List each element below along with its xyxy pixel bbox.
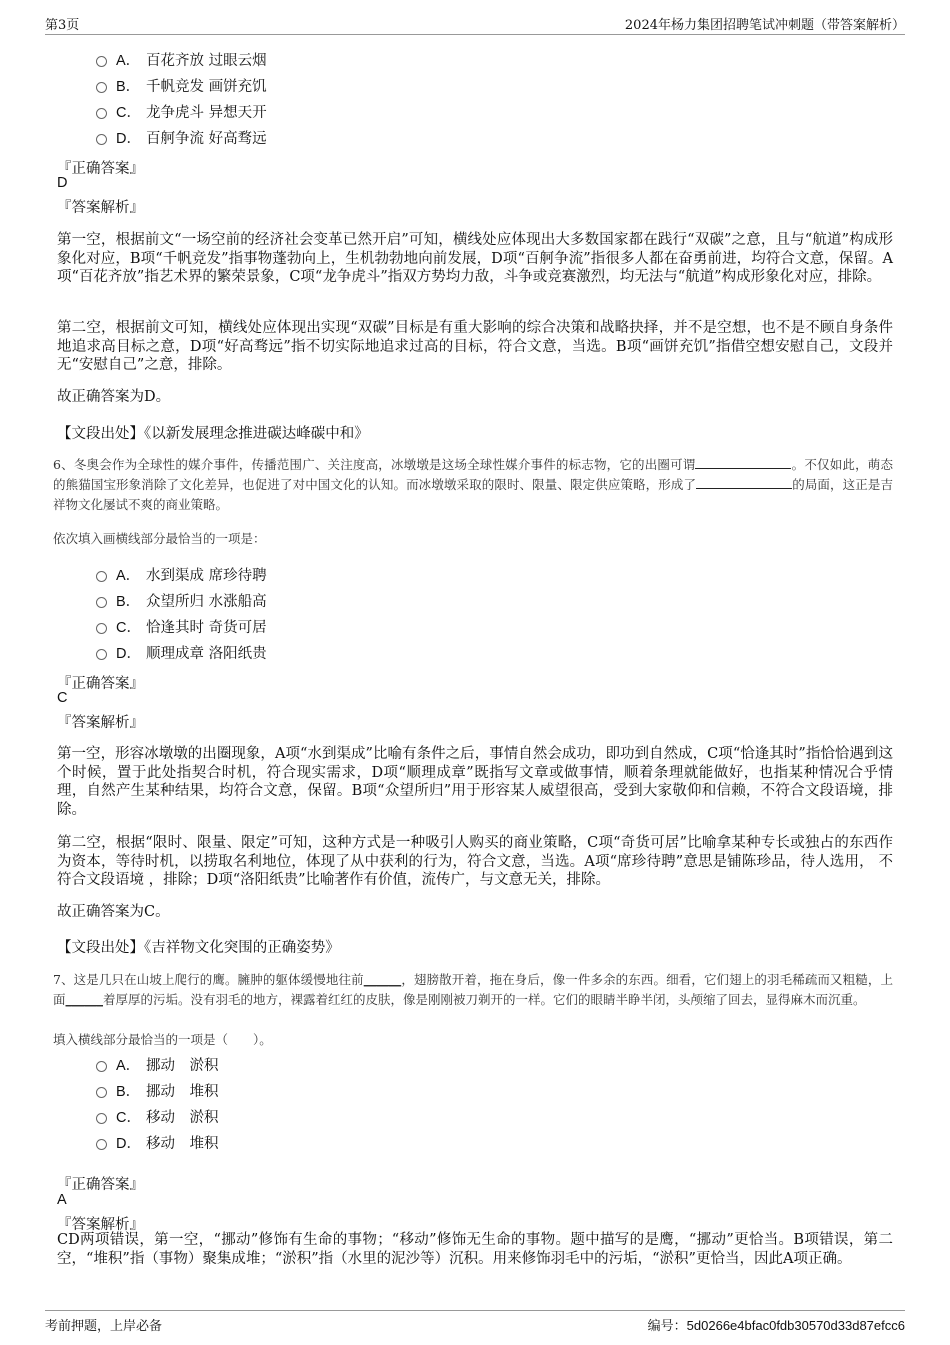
radio-icon[interactable] [96,597,107,608]
answer-value: D [57,175,68,191]
footer-slogan: 考前押题，上岸必备 [45,1319,163,1334]
source-citation: 【文段出处】《吉祥物文化突围的正确姿势》 [57,940,340,956]
fill-blank [695,456,791,469]
analysis-paragraph: 第一空，根据前文“一场空前的经济社会变革已然开启”可知，横线处应体现出大多数国家都在践行“双碳”之意，且与“航道”构成形象化对应，B项“千帆竞发”指事物蓬勃向上，生机勃勃地向前发展，D项“百舸争流”指很多人都在奋勇前进，均符合文意，保留。A项“百花齐放”指艺术界的繁荣景象，C项“龙争虎斗”指双方势均力敌，斗争或竞赛激烈，均无法与“航道”构成形象化对应，排除。 [57,232,893,285]
analysis-label: 『答案解析』 [57,200,144,216]
analysis-paragraph: 第二空，根据“限时、限量、限定”可知，这种方式是一种吸引人购买的商业策略，C项“奇货可居”比喻拿某种专长或独占的东西作为资本，等待时机，以捞取名利地位，体现了从中获利的行为，符合文意，当选。A项“席珍待聘”意思是铺陈珍品，待人选用， 不符合文段语境 ，排除；D项“洛阳纸贵”比喻著作有价值，流传广，与文意无关，排除。 [57,835,893,888]
analysis-conclusion: 故正确答案为D。 [57,389,171,405]
q6-option-a[interactable]: A． 水到渠成 席珍待聘 [96,563,267,585]
q7-option-a[interactable]: A． 挪动 淤积 [96,1053,219,1075]
document-code: 编号：5d0266e4bfac0fdb30570d33d87efcc6 [647,1318,905,1334]
source-citation: 【文段出处】《以新发展理念推进碳达峰碳中和》 [57,426,369,442]
answer-label: 『正确答案』 [57,161,144,177]
answer-value: A [57,1192,67,1208]
radio-icon[interactable] [96,623,107,634]
answer-value: C [57,690,68,706]
analysis-conclusion: 故正确答案为C。 [57,904,170,920]
radio-icon[interactable] [96,1087,107,1098]
question-stem: 7、这是几只在山坡上爬行的鹰。臃肿的躯体缓慢地往前______，翅膀散开着，拖在身后，像一件多余的东西。细看，它们翅上的羽毛稀疏而又粗糙，上面______着厚厚的污垢。没有羽毛的地方，裸露着红红的皮肤，像是刚刚被刀剃开的一样。它们的眼睛半睁半闭，头颅缩了回去，显得麻木而沉重。 [53,972,893,1007]
q5-option-d[interactable]: D． 百舸争流 好高骛远 [96,126,267,148]
fill-blank: ______ [65,992,104,1007]
question-stem: 6、冬奥会作为全球性的媒介事件，传播范围广、关注度高，冰墩墩是这场全球性媒介事件的标志物，它的出圈可谓 。不仅如此，萌态的熊猫国宝形象消除了文化差异，也促进了对中国文化的认知。而冰墩墩采取的限时、限量、限定供应策略，形成了 的局面，这正是吉祥物文化屡试不爽的商业策略。 [53,457,893,512]
radio-icon[interactable] [96,82,107,93]
radio-icon[interactable] [96,56,107,67]
q7-option-d[interactable]: D． 移动 堆积 [96,1131,219,1153]
analysis-paragraph: 第二空，根据前文可知，横线处应体现出实现“双碳”目标是有重大影响的综合决策和战略抉择，并不是空想，也不是不顾自身条件地追求高目标之意，D项“好高骛远”指不切实际地追求过高的目标，符合文意，当选。B项“画饼充饥”指借空想安慰自己，文段并无“安慰自己”之意，排除。 [57,320,893,373]
page-number: 第3页 [45,18,80,33]
document-title: 2024年杨力集团招聘笔试冲刺题（带答案解析） [624,18,905,33]
q6-option-b[interactable]: B． 众望所归 水涨船高 [96,589,267,611]
analysis-paragraph: 第一空，形容冰墩墩的出圈现象，A项“水到渠成”比喻有条件之后，事情自然会成功，即功到自然成，C项“恰逢其时”指恰恰遇到这个时候，置于此处指契合时机，符合现实需求，D项“顺理成章”既指写文章或做事情，顺着条理就能做好，也指某种情况合乎情理，自然产生某种结果，均符合文意，保留。B项“众望所归”用于形容某人威望很高，受到大家敬仰和信赖，不符合文段语境，排除。 [57,746,893,818]
radio-icon[interactable] [96,1113,107,1124]
radio-icon[interactable] [96,108,107,119]
answer-label: 『正确答案』 [57,1177,144,1193]
q5-option-c[interactable]: C． 龙争虎斗 异想天开 [96,100,267,122]
question-prompt: 依次填入画横线部分最恰当的一项是： [53,531,266,546]
radio-icon[interactable] [96,1061,107,1072]
analysis-paragraph: CD两项错误，第一空，“挪动”修饰有生命的事物；“移动”修饰无生命的事物。题中描写的是鹰，“挪动”更恰当。B项错误，第二空，“堆积”指（事物）聚集成堆；“淤积”指（水里的泥沙等）沉积。用来修饰羽毛中的污垢，“淤积”更恰当，因此A项正确。 [57,1232,893,1267]
fill-blank [696,476,792,489]
q5-option-a[interactable]: A． 百花齐放 过眼云烟 [96,48,267,70]
page-footer [45,1310,905,1334]
fill-blank: ______ [363,972,402,987]
analysis-label: 『答案解析』 [57,1217,144,1233]
page-header [45,14,905,35]
q7-option-c[interactable]: C． 移动 淤积 [96,1105,219,1127]
answer-label: 『正确答案』 [57,676,144,692]
radio-icon[interactable] [96,571,107,582]
radio-icon[interactable] [96,1139,107,1150]
q7-option-b[interactable]: B． 挪动 堆积 [96,1079,219,1101]
question-prompt: 填入横线部分最恰当的一项是（ ）。 [53,1032,272,1047]
q6-option-d[interactable]: D． 顺理成章 洛阳纸贵 [96,641,267,663]
analysis-label: 『答案解析』 [57,715,144,731]
q6-option-c[interactable]: C． 恰逢其时 奇货可居 [96,615,267,637]
radio-icon[interactable] [96,134,107,145]
q5-option-b[interactable]: B． 千帆竞发 画饼充饥 [96,74,267,96]
radio-icon[interactable] [96,649,107,660]
